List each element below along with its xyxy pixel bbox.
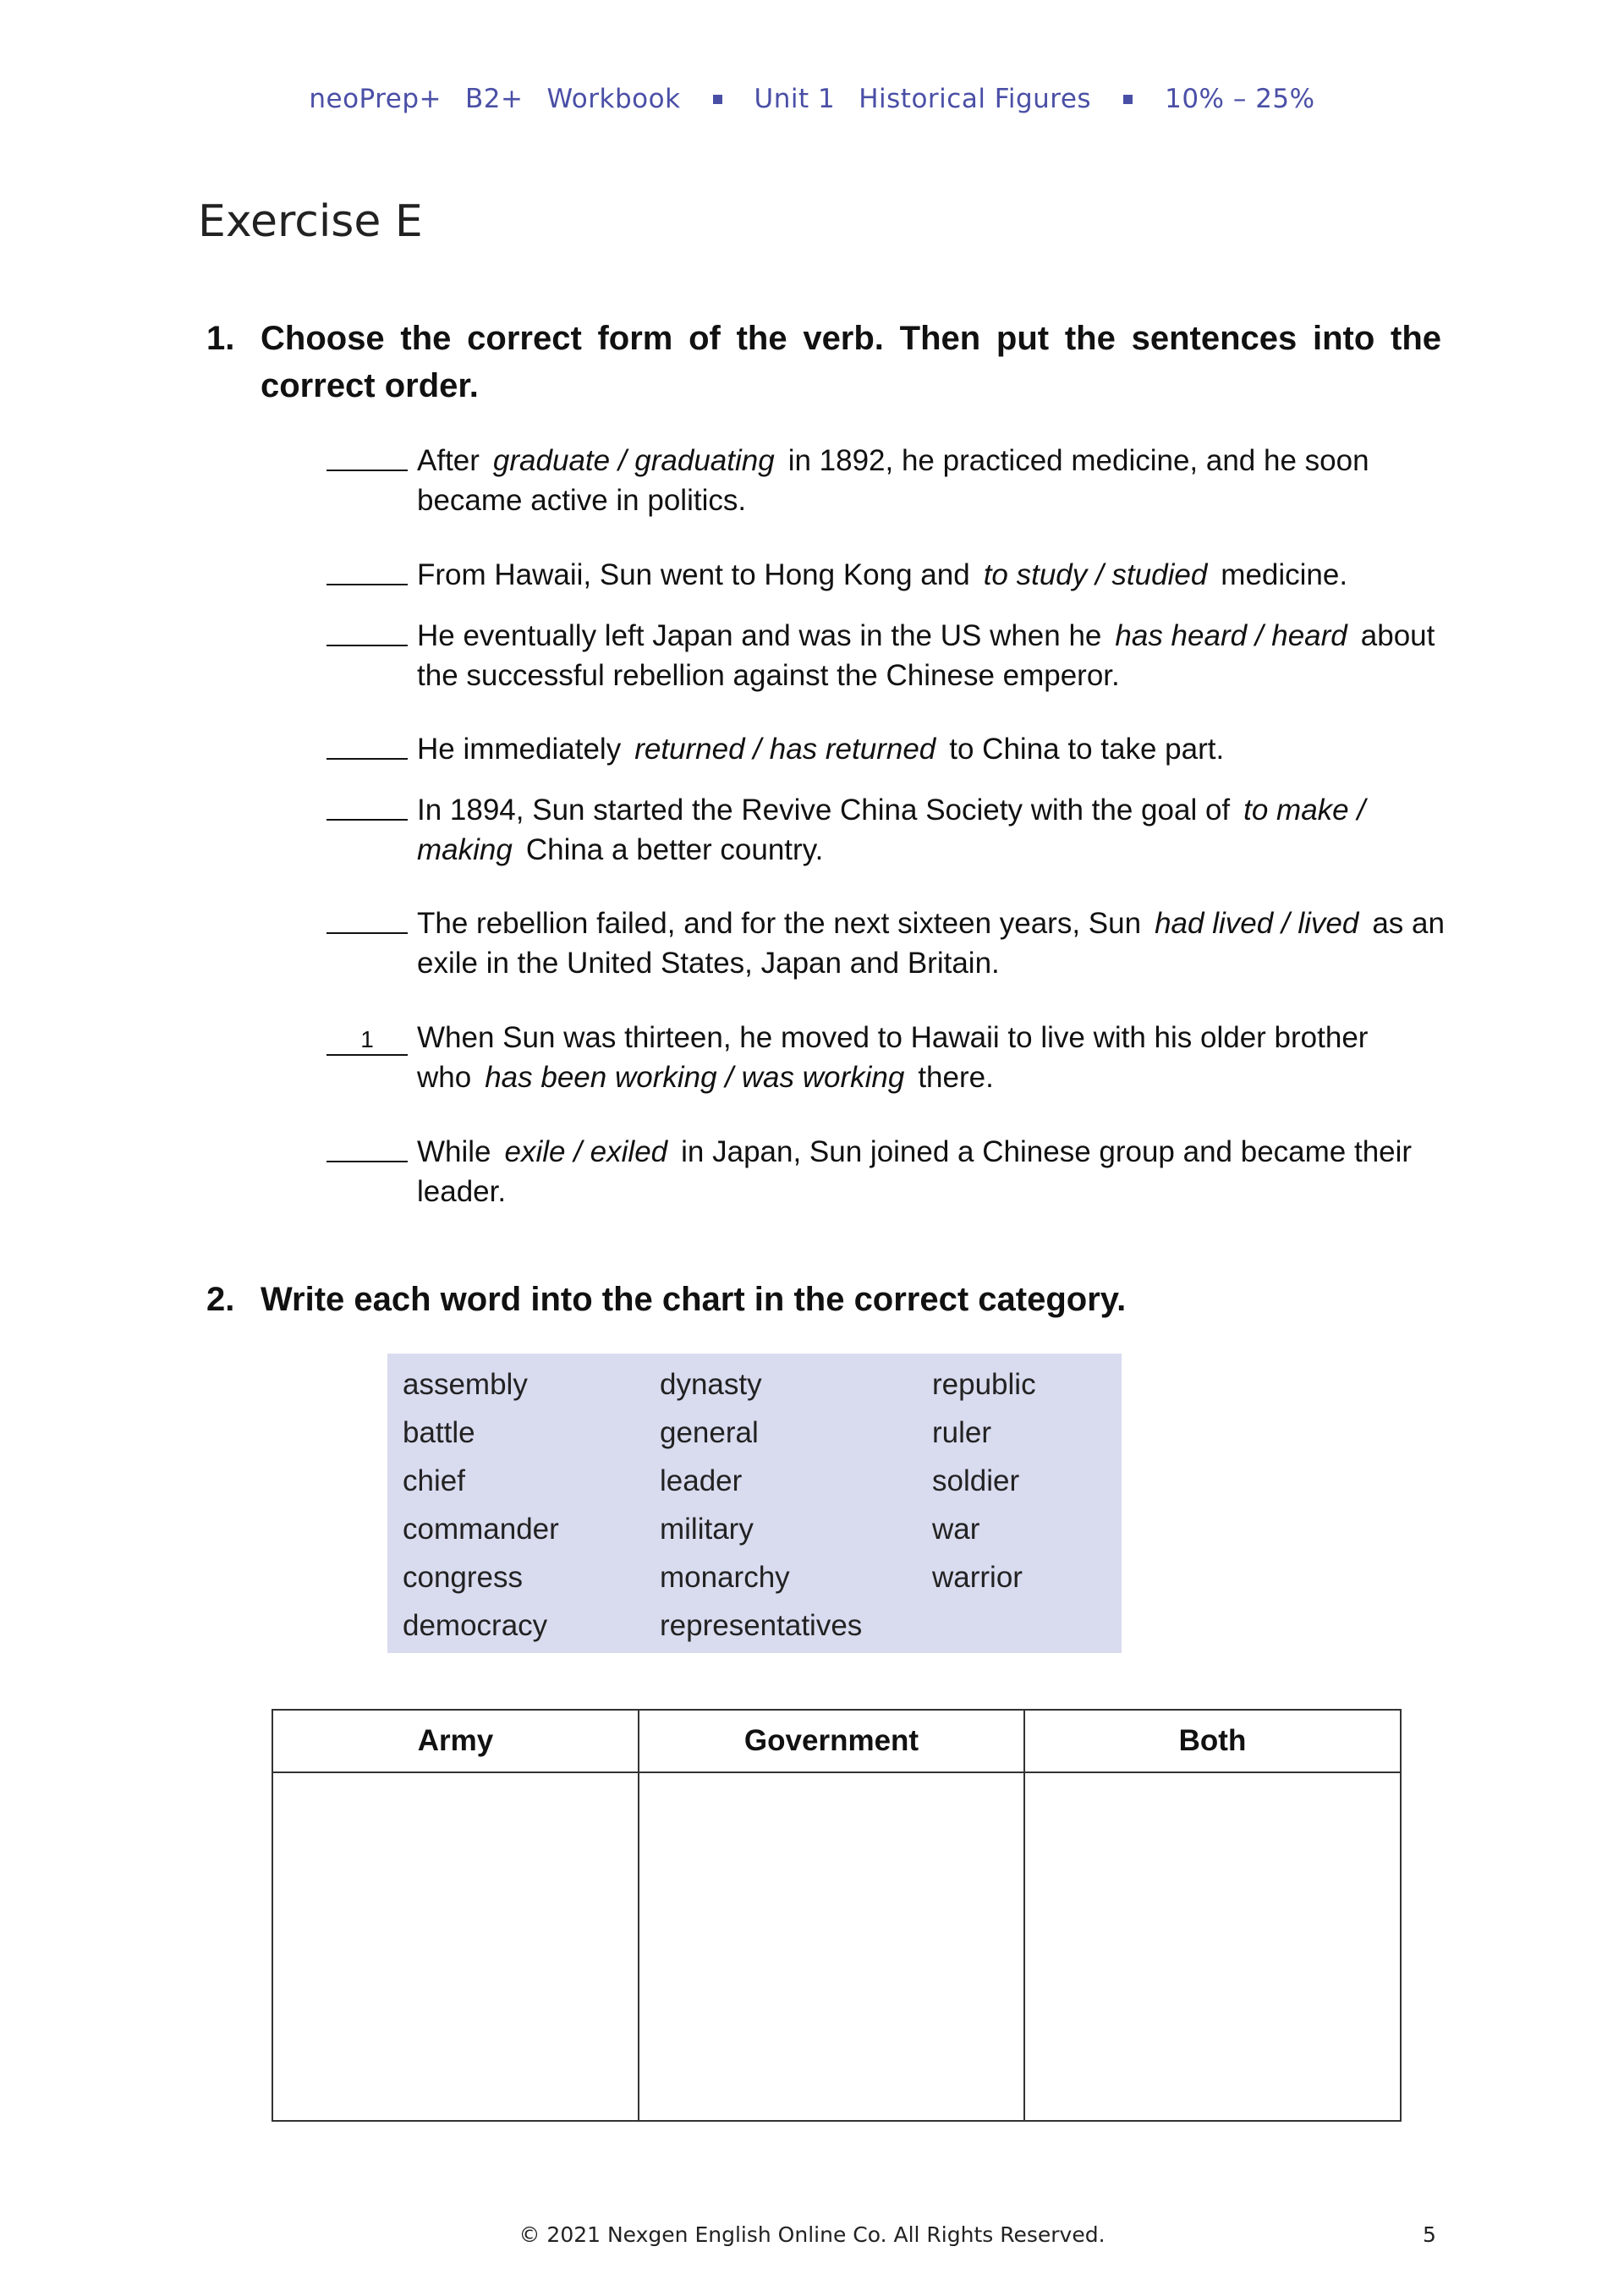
header-army: Army — [272, 1710, 639, 1772]
copyright-footer: © 2021 Nexgen English Online Co. All Rights Reserved. — [518, 2222, 1106, 2247]
sentence-text: as an exile in the United States, Japan and Britain. — [417, 907, 1445, 980]
sentence-text: in 1892, he practiced medicine, and he soon became active in politics. — [417, 444, 1369, 517]
word-item: military — [660, 1513, 754, 1546]
verb-choice[interactable]: to make / making — [417, 794, 1366, 866]
separator-square-icon — [713, 95, 722, 104]
verb-choice[interactable]: graduate / graduating — [492, 444, 775, 477]
word-item: general — [660, 1416, 759, 1449]
page-header — [0, 78, 1624, 120]
sentence-item — [326, 555, 1451, 596]
sentence-text: in Japan, Sun joined a Chinese group and became their leader. — [417, 1135, 1413, 1208]
word-item: democracy — [403, 1609, 548, 1642]
word-item: leader — [660, 1464, 743, 1497]
word-item: assembly — [403, 1368, 528, 1401]
sentence-text: While — [417, 1135, 491, 1168]
word-item: war — [932, 1513, 980, 1546]
sentence-text: In 1894, Sun started the Revive China Society with the goal of — [417, 794, 1231, 827]
sentence-text: medicine. — [1221, 558, 1348, 591]
word-bank-column — [403, 1360, 559, 1650]
order-blank[interactable] — [326, 441, 408, 471]
sentence-text: there. — [918, 1061, 994, 1094]
sentence-text: From Hawaii, Sun went to Hong Kong and — [417, 558, 970, 591]
header-level: B2+ — [465, 84, 524, 114]
word-item: commander — [403, 1513, 559, 1546]
verb-choice[interactable]: to study / studied — [983, 558, 1208, 591]
order-blank[interactable] — [326, 790, 408, 821]
army-answer-cell[interactable] — [272, 1772, 639, 2121]
word-item: representatives — [660, 1609, 863, 1642]
verb-choice[interactable]: had lived / lived — [1155, 907, 1359, 940]
question-1 — [206, 315, 1441, 409]
both-answer-cell[interactable] — [1024, 1772, 1401, 2121]
sentence-text: After — [417, 444, 480, 477]
question-2 — [206, 1276, 1441, 1323]
header-topic: Historical Figures — [859, 84, 1092, 114]
sentence-item — [326, 790, 1451, 866]
verb-choice[interactable]: has heard / heard — [1115, 619, 1347, 652]
sentence-text: to China to take part. — [949, 733, 1225, 766]
page-number: 5 — [1423, 2222, 1436, 2247]
sentence-item — [326, 616, 1451, 692]
order-blank[interactable] — [326, 616, 408, 646]
word-item: congress — [403, 1561, 524, 1594]
verb-choice[interactable]: returned / has returned — [634, 733, 936, 766]
sentence-text: about the successful rebellion against the Chinese emperor. — [417, 619, 1435, 692]
order-blank[interactable] — [326, 1132, 408, 1162]
word-bank — [387, 1354, 1122, 1653]
word-bank-column — [660, 1360, 862, 1650]
separator-square-icon — [1123, 95, 1133, 104]
word-bank-column — [932, 1360, 1036, 1601]
question-instruction: Write each word into the chart in the correct category. — [261, 1281, 1127, 1318]
header-book: Workbook — [546, 84, 681, 114]
sentence-text: He eventually left Japan and was in the US when he — [417, 619, 1102, 652]
word-item: monarchy — [660, 1561, 790, 1594]
order-blank[interactable] — [326, 729, 408, 760]
verb-choice[interactable]: exile / exiled — [504, 1135, 668, 1168]
order-blank[interactable] — [326, 555, 408, 585]
word-item: warrior — [932, 1561, 1023, 1594]
question-instruction: Choose the correct form of the verb. Then put the sentences into the correct order. — [261, 320, 1441, 404]
header-brand: neoPrep+ — [309, 84, 442, 114]
sentence-item — [326, 441, 1451, 517]
question-number: 2. — [206, 1281, 235, 1318]
word-item: ruler — [932, 1416, 992, 1449]
word-item: battle — [403, 1416, 475, 1449]
exercise-title: Exercise E — [198, 196, 423, 247]
sentence-text: When Sun was thirteen, he moved to Hawaii to live with his older brother who — [417, 1021, 1369, 1094]
header-range: 10% – 25% — [1165, 84, 1315, 114]
sentence-item — [326, 1132, 1451, 1208]
header-unit: Unit 1 — [754, 84, 836, 114]
header-both: Both — [1024, 1710, 1401, 1772]
verb-choice[interactable]: has been working / was working — [485, 1061, 905, 1094]
word-item: soldier — [932, 1464, 1020, 1497]
sentence-item — [326, 904, 1451, 980]
government-answer-cell[interactable] — [639, 1772, 1024, 2121]
category-chart — [272, 1709, 1402, 2122]
word-item: republic — [932, 1368, 1036, 1401]
word-item: chief — [403, 1464, 465, 1497]
order-blank[interactable] — [326, 904, 408, 934]
question-number: 1. — [206, 320, 235, 357]
sentence-text: The rebellion failed, and for the next sixteen years, Sun — [417, 907, 1142, 940]
word-item: dynasty — [660, 1368, 762, 1401]
sentence-item — [326, 1018, 1451, 1094]
sentence-text: He immediately — [417, 733, 622, 766]
header-government: Government — [639, 1710, 1024, 1772]
sentence-item — [326, 729, 1451, 770]
sentence-text: China a better country. — [525, 833, 824, 866]
order-blank[interactable]: 1 — [326, 1025, 408, 1056]
